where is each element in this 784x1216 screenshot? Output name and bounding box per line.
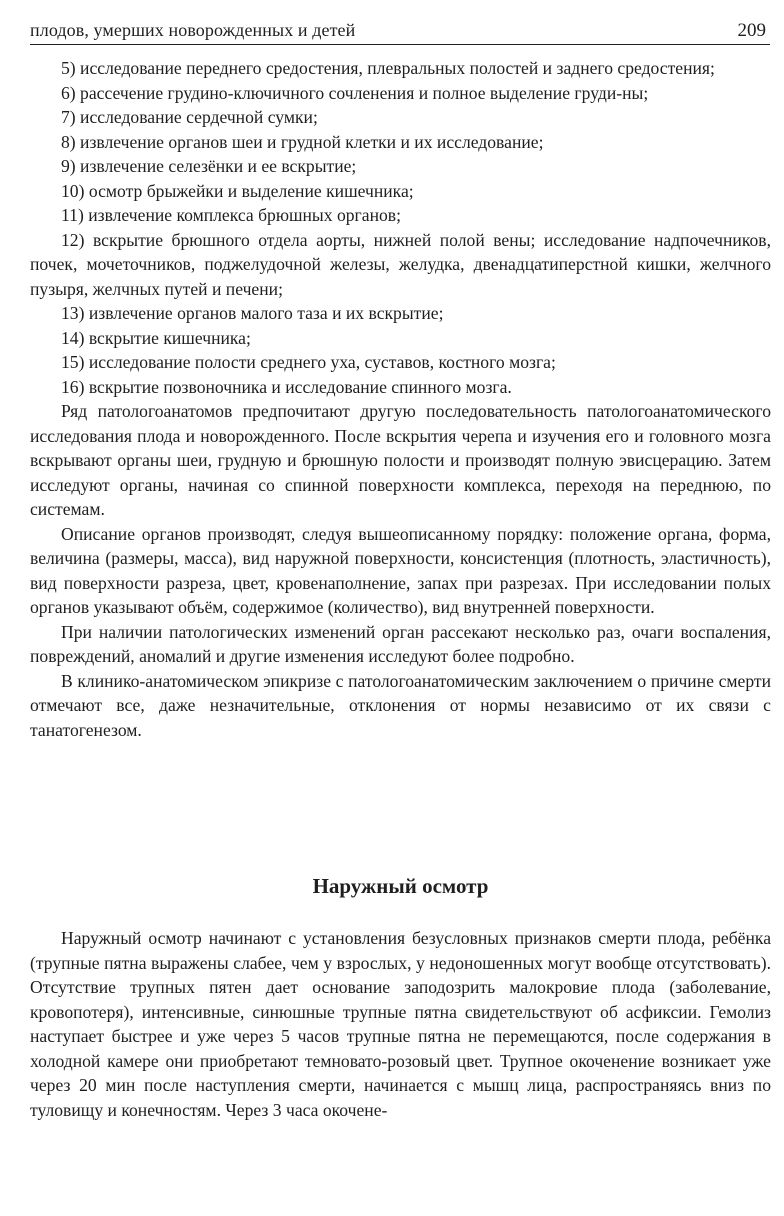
running-title: плодов, умерших новорожденных и детей xyxy=(30,20,356,40)
paragraph: В клинико-анатомическом эпикризе с патологоанатомическим заключением о причине смерти отмечают все, даже незначительные, отклонения от нормы независимо от их связи с танатогенезом. xyxy=(30,670,771,740)
list-item: 9) извлечение селезёнки и ее вскрытие; xyxy=(61,156,357,176)
list-item: 5) исследование переднего средостения, плевральных полостей и заднего средостения; xyxy=(61,58,715,78)
list-item: 7) исследование сердечной сумки; xyxy=(61,107,318,127)
page-number: 209 xyxy=(737,20,766,41)
list-item: 13) извлечение органов малого таза и их вскрытие; xyxy=(61,303,444,323)
paragraph: Наружный осмотр начинают с установления безусловных признаков смерти плода, ребёнка (трупные пятна выражены слабее, чем у взрослых, у недоношенных могут вообще отсутствовать). Отсутствие трупных пятен дает основание заподозрить малокровие плода (заболевание, кровопотеря), интенсивные, синюшные трупные пятна свидетельствуют об асфиксии. Гемолиз наступает быстрее и уже через 5 часов трупные пятна не перемещаются, после содержания в холодной камере они приобретают темновато-розовый цвет. Трупное окоченение возникает уже через 20 мин после наступления смерти, начинается с мышц лица, распространяясь вниз по туловищу и конечностям. Через 3 часа окоченe- xyxy=(30,928,771,1120)
list-item: 16) вскрытие позвоночника и исследование спинного мозга. xyxy=(61,376,512,397)
section-heading: Наружный осмотр xyxy=(312,874,489,898)
list-item: 14) вскрытие кишечника; xyxy=(61,327,251,348)
main-text xyxy=(30,56,771,742)
paragraph: Ряд патологоанатомов предпочитают другую последовательность патологоанатомического исследования плода и новорожденного. После вскрытия черепа и изучения его и головного мозга вскрывают органы шеи, грудную и брюшную полости и производят полную эвисцерацию. Затем исследуют органы, начиная со спинной поверхности комплекса, переходя на переднюю, по системам. xyxy=(30,401,771,519)
list-item: 10) осмотр брыжейки и выделение кишечника; xyxy=(61,180,414,201)
list-item: 12) вскрытие брюшного отдела аорты, нижней полой вены; исследование надпочечников, почек, мочеточников, поджелудочной железы, желудка, двенадцатиперстной кишки, желчного пузыря, желчных путей и печени; xyxy=(30,229,771,299)
paragraph: Описание органов производят, следуя вышеописанному порядку: положение органа, форма, величина (размеры, масса), вид наружной поверхности, консистенция (плотность, эластичность), вид поверхности разреза, цвет, кровенаполнение, запах при разрезах. При исследовании полых органов указывают объём, содержимое (количество), вид внутренней поверхности. xyxy=(30,523,771,617)
section-text xyxy=(30,926,771,1122)
list-item: 8) извлечение органов шеи и грудной клетки и их исследование; xyxy=(61,131,544,152)
list-item: 11) извлечение комплекса брюшных органов; xyxy=(61,205,401,225)
paragraph: При наличии патологических изменений орган рассекают несколько раз, очаги воспаления, повреждений, аномалий и другие изменения исследуют более подробно. xyxy=(30,621,771,666)
list-item: 6) рассечение грудино-ключичного сочленения и полное выделение груди-ны; xyxy=(61,82,649,103)
list-item: 15) исследование полости среднего уха, суставов, костного мозга; xyxy=(61,352,556,372)
page-header xyxy=(30,18,770,45)
